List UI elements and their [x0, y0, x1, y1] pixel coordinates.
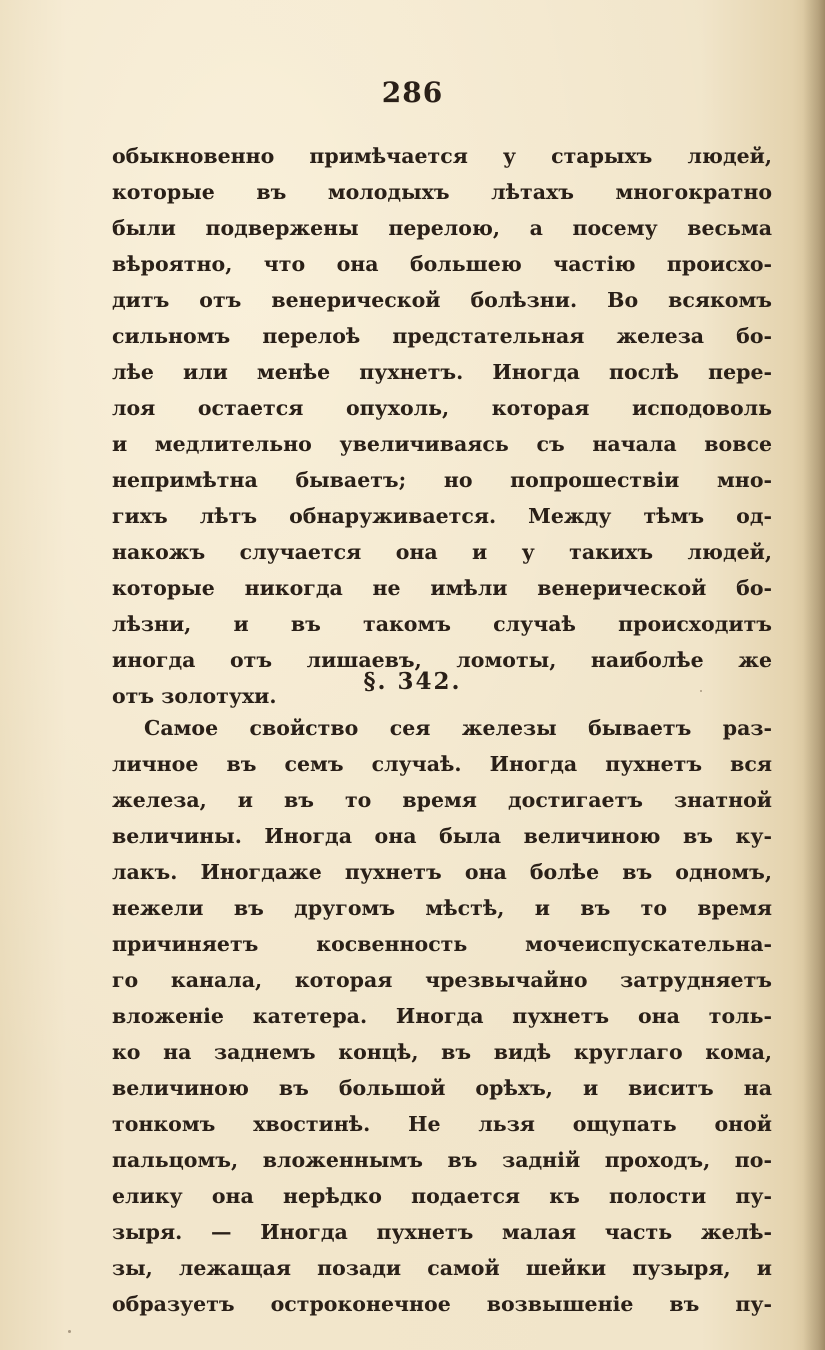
text-line: гихъ лѣтъ обнаруживается. Между тѣмъ од- — [112, 504, 772, 528]
text-line: зыря. — Иногда пухнетъ малая часть желѣ- — [112, 1220, 772, 1244]
text-line: елику она нерѣдко подается къ полости пу- — [112, 1184, 772, 1208]
text-line: личное въ семъ случаѣ. Иногда пухнетъ вся — [112, 752, 772, 776]
text-line: лѣзни, и въ такомъ случаѣ происходитъ — [112, 612, 772, 636]
section-heading: §. 342. — [363, 668, 462, 695]
text-line: и медлительно увеличиваясь съ начала вовсе — [112, 432, 772, 456]
text-line: лакъ. Иногдаже пухнетъ она болѣе въ одномъ, — [112, 860, 772, 884]
text-line: образуетъ остроконечное возвышеніе въ пу- — [112, 1292, 772, 1316]
text-line: ко на заднемъ концѣ, въ видѣ круглаго кома, — [112, 1040, 772, 1064]
text-line: зы, лежащая позади самой шейки пузыря, и — [112, 1256, 772, 1280]
text-line: отъ золотухи. — [112, 684, 277, 708]
text-line: величины. Иногда она была величиною въ ку- — [112, 824, 772, 848]
page-number: 286 — [381, 76, 444, 109]
text-line: вложеніе катетера. Иногда пухнетъ она толь- — [112, 1004, 772, 1028]
text-line: причиняетъ косвенность мочеиспускательна- — [112, 932, 772, 956]
text-line: тонкомъ хвостинѣ. Не льзя ощупать оной — [112, 1112, 772, 1136]
paper-speck — [68, 1330, 71, 1333]
text-line: иногда отъ лишаевъ, ломоты, наиболѣе же — [112, 648, 772, 672]
text-line: лѣе или менѣе пухнетъ. Иногда послѣ пере- — [112, 360, 772, 384]
text-line: го канала, которая чрезвычайно затрудняетъ — [112, 968, 772, 992]
text-line: которые никогда не имѣли венерической бо- — [112, 576, 772, 600]
text-line: обыкновенно примѣчается у старыхъ людей, — [112, 144, 772, 168]
paper-speck — [700, 690, 702, 692]
text-line: железа, и въ то время достигаетъ знатной — [112, 788, 772, 812]
text-line: величиною въ большой орѣхъ, и виситъ на — [112, 1076, 772, 1100]
text-line: пальцомъ, вложеннымъ въ задній проходъ, по- — [112, 1148, 772, 1172]
text-line: непримѣтна бываетъ; но попрошествіи мно- — [112, 468, 772, 492]
text-line: вѣроятно, что она большею частію происхо- — [112, 252, 772, 276]
paragraph-1 — [112, 138, 772, 714]
text-line: дитъ отъ венерической болѣзни. Во всякомъ — [112, 288, 772, 312]
text-line: которые въ молодыхъ лѣтахъ многократно — [112, 180, 772, 204]
text-line: нежели въ другомъ мѣстѣ, и въ то время — [112, 896, 772, 920]
text-line: накожъ случается она и у такихъ людей, — [112, 540, 772, 564]
paragraph-2 — [112, 710, 772, 1322]
text-line: были подвержены перелою, а посему весьма — [112, 216, 772, 240]
text-line: Самое свойство сея железы бываетъ раз- — [144, 716, 772, 740]
text-line: лоя остается опухоль, которая исподоволь — [112, 396, 772, 420]
text-line: сильномъ перелоѣ предстательная железа бо- — [112, 324, 772, 348]
